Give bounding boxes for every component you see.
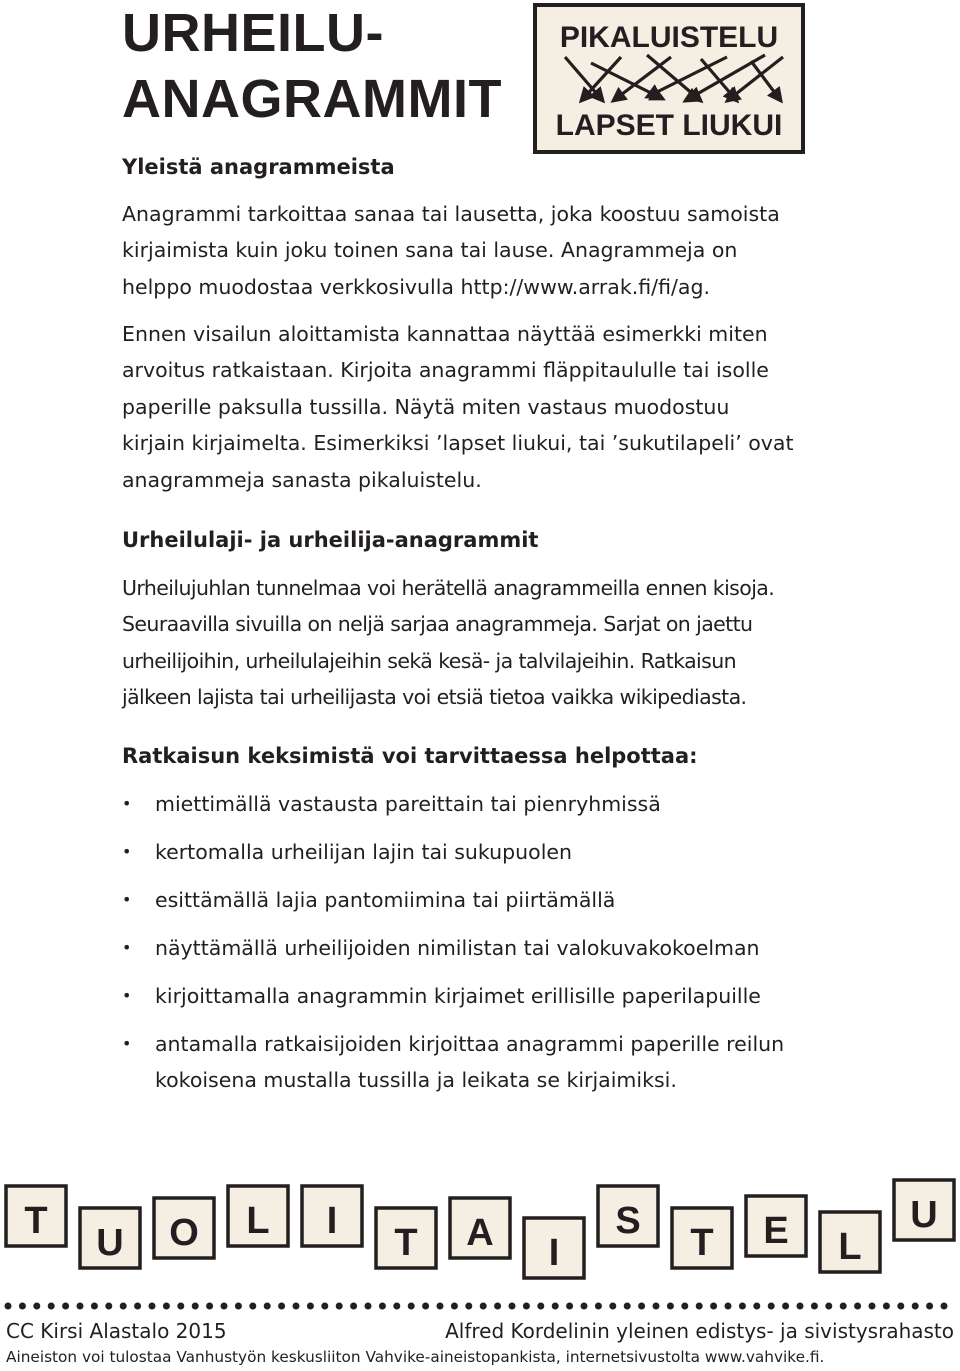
letter-tile [228, 1186, 288, 1246]
section2-heading: Urheilulaji- ja urheilija-anagrammit [122, 528, 539, 552]
intro-paragraph-2 [122, 316, 842, 498]
tip-item [122, 786, 842, 822]
title-line-2: ANAGRAMMIT [122, 69, 502, 129]
section2-line-1: Urheilujuhlan tunnelmaa voi herätellä anagrammeilla ennen kisoja. [122, 576, 775, 600]
intro-p2-line-1: Ennen visailun aloittamista kannattaa näyttää esimerkki miten [122, 322, 768, 346]
letter-tile-letter: I [326, 1200, 338, 1242]
logo-bottom-word: LAPSET LIUKUI [555, 109, 783, 142]
intro-p2-line-3: paperille paksulla tussilla. Näytä miten vastaus muodostuu [122, 394, 730, 419]
letter-tile [524, 1218, 584, 1278]
letter-tile-letter: U [96, 1222, 124, 1264]
bullet-glyph: • [122, 890, 132, 909]
tips-heading: Ratkaisun keksimistä voi tarvittaessa helpottaa: [122, 744, 698, 768]
letter-tile [598, 1186, 658, 1246]
dotted-divider [0, 1296, 960, 1316]
intro-p1-line-3: helppo muodostaa verkkosivulla http://www.arrak.fi/fi/ag. [122, 274, 710, 299]
tip-text: näyttämällä urheilijoiden nimilistan tai valokuvakokoelman [155, 936, 760, 960]
letter-tile-letter: I [548, 1232, 560, 1274]
tip-text: kirjoittamalla anagrammin kirjaimet erillisille paperilapuille [155, 984, 761, 1008]
intro-p2-line-2: arvoitus ratkaistaan. Kirjoita anagrammi fläppitaululle tai isolle [122, 358, 769, 383]
letter-tiles [0, 1160, 960, 1292]
intro-p2-line-4: kirjain kirjaimelta. Esimerkiksi ’lapset liukui, tai ’sukutilapeli’ ovat [122, 431, 794, 456]
letter-tile [820, 1212, 880, 1272]
title-line-1: URHEILU- [122, 3, 384, 63]
bullet-glyph: • [122, 794, 132, 813]
intro-paragraph-1 [122, 196, 842, 305]
tip-item [122, 978, 842, 1014]
tip-item [122, 1026, 842, 1098]
letter-tile [894, 1180, 954, 1240]
intro-heading: Yleistä anagrammeista [122, 155, 395, 179]
letter-tile-letter: S [615, 1200, 641, 1242]
footer-source-note: Aineiston voi tulostaa Vanhustyön keskusliiton Vahvike-aineistopankista, internetsivustolta www.vahvike.fi. [6, 1348, 825, 1366]
intro-p2-line-5: anagrammeja sanasta pikaluistelu. [122, 467, 482, 492]
letter-tile-letter: T [394, 1222, 418, 1264]
section2-line-2: Seuraavilla sivuilla on neljä sarjaa anagrammeja. Sarjat on jaettu [122, 612, 753, 637]
letter-tile-letter: A [466, 1212, 494, 1254]
letter-tile-letter: E [763, 1210, 789, 1252]
intro-p1-line-1: Anagrammi tarkoittaa sanaa tai lausetta, joka koostuu samoista [122, 202, 780, 226]
letter-tile [746, 1196, 806, 1256]
bullet-glyph: • [122, 938, 132, 957]
letter-tile [672, 1208, 732, 1268]
bullet-glyph: • [122, 1034, 132, 1053]
logo-top-word: PIKALUISTELU [559, 21, 779, 54]
letter-tile-letter: U [910, 1194, 938, 1236]
intro-p1-line-2: kirjaimista kuin joku toinen sana tai lause. Anagrammeja on [122, 238, 738, 263]
section2-paragraph [122, 570, 882, 716]
footer-funder: Alfred Kordelinin yleinen edistys- ja sivistysrahasto [445, 1319, 954, 1343]
tip-item [122, 882, 842, 918]
bullet-glyph: • [122, 842, 132, 861]
letter-tile [376, 1208, 436, 1268]
tips-list [122, 786, 842, 1110]
footer-copyright: CC Kirsi Alastalo 2015 [6, 1319, 227, 1343]
tip-item [122, 930, 842, 966]
letter-tile-letter: T [24, 1200, 48, 1242]
tip-text: miettimällä vastausta pareittain tai pienryhmissä [155, 792, 661, 816]
tip-text: kertomalla urheilijan lajin tai sukupuolen [155, 840, 573, 864]
letter-tile-letter: L [838, 1226, 862, 1268]
letter-tile-letter: T [690, 1222, 714, 1264]
tip-item [122, 834, 842, 870]
letter-tile [154, 1198, 214, 1258]
tip-text: esittämällä lajia pantomiimina tai piirtämällä [155, 888, 616, 912]
pikaluistelu-logo [533, 3, 805, 154]
letter-tile [302, 1186, 362, 1246]
letter-tile [80, 1208, 140, 1268]
tip-text-continued: kokoisena mustalla tussilla ja leikata se kirjaimiksi. [155, 1068, 677, 1092]
letter-tile [450, 1198, 510, 1258]
letter-tile-letter: O [169, 1212, 199, 1254]
bullet-glyph: • [122, 986, 132, 1005]
tip-text: antamalla ratkaisijoiden kirjoittaa anagrammi paperille reilun [155, 1032, 785, 1056]
section2-line-3: urheilijoihin, urheilulajeihin sekä kesä- ja talvilajeihin. Ratkaisun [122, 648, 737, 673]
letter-tile-letter: L [246, 1200, 270, 1242]
crossing-arrows-icon [551, 51, 791, 109]
letter-tile [6, 1186, 66, 1246]
page-title [122, 0, 502, 132]
section2-line-4: jälkeen lajista tai urheilijasta voi etsiä tietoa vaikka wikipediasta. [122, 685, 747, 710]
